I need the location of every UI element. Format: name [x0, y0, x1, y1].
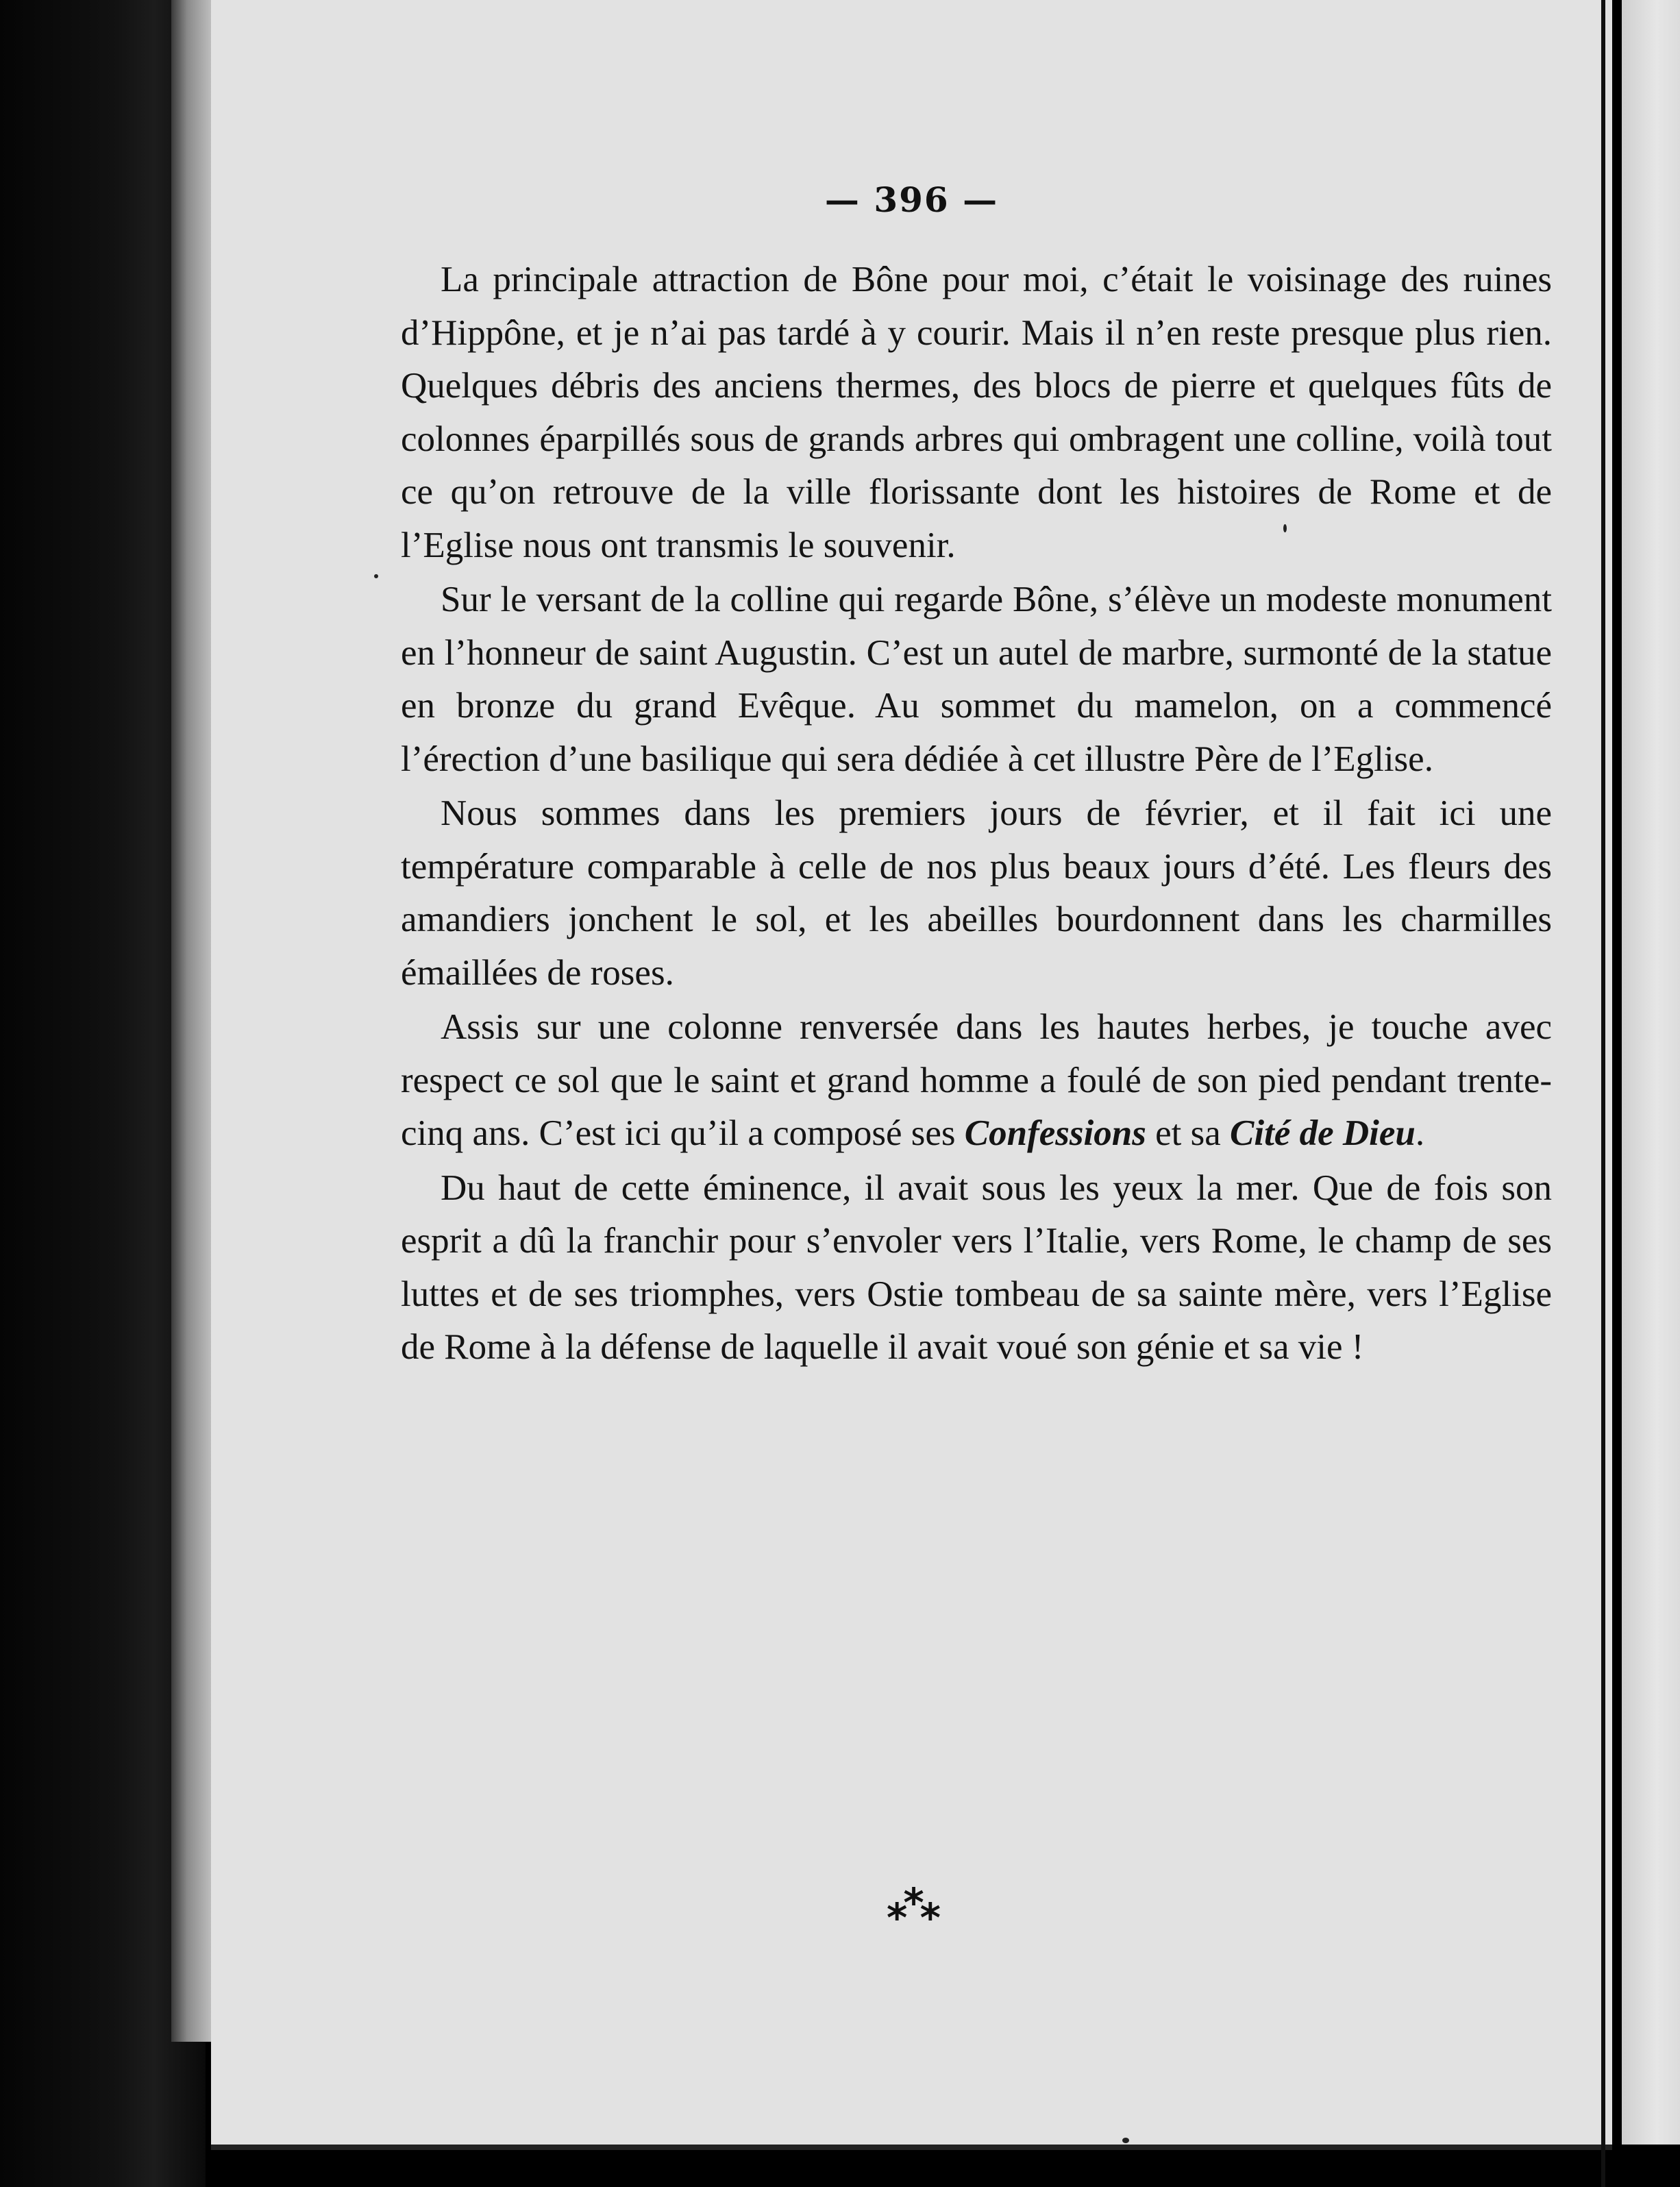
binding-shadow — [171, 0, 211, 2042]
paragraph-5: Du haut de cette éminence, il avait sous les yeux la mer. Que de fois son esprit a dû la franchir pour s’envoler vers l’Italie, vers Rome, le champ de ses luttes et de ses triomphes, vers Ostie tombeau de sa sainte mère, vers l’Eglise de Rome à la défense de laquelle il avait voué son génie et sa vie ! — [401, 1167, 1552, 1367]
paragraph-3: Nous sommes dans les premiers jours de février, et il fait ici une température comparable à celle de nos plus beaux jours d’été. Les fleurs des amandiers jonchent le sol, et les abeilles bourdonnent dans les charmilles émaillées de roses. — [401, 793, 1552, 993]
section-ornament — [211, 1879, 1612, 1941]
body-text — [401, 254, 1552, 1376]
page-number: — 396 — — [824, 180, 999, 220]
ink-speck — [1283, 524, 1287, 532]
paragraph-4-start: Assis sur une colonne renversée dans les hautes herbes, je touche avec respect ce sol que le saint et grand homme a foulé de son pied pendant trente-cinq ans. C’est ici qu’il a composé ses — [401, 1007, 1552, 1153]
book-page — [211, 0, 1612, 2150]
ink-speck — [374, 574, 378, 578]
adjacent-page-sliver — [1622, 0, 1680, 2145]
ornament-star-right: * — [919, 1894, 937, 1941]
italic-title-cite-de-dieu: Cité de Dieu — [1230, 1113, 1416, 1153]
paragraph-4-end: . — [1415, 1113, 1425, 1153]
paragraph-4 — [401, 1001, 1552, 1161]
paragraph-1: La principale attraction de Bône pour moi, c’était le voisinage des ruines d’Hippône, et je n’ai pas tardé à y courir. Mais il n’en reste presque plus rien. Quelques débris des anciens thermes, des blocs de pierre et quelques fûts de colonnes éparpillés sous de grands arbres qui ombragent une colline, voilà tout ce qu’on retrouve de la ville florissante dont les histoires de Rome et de l’Eglise nous ont transmis le souvenir. — [401, 260, 1552, 565]
italic-title-confessions: Confessions — [964, 1113, 1146, 1153]
ornament-star-top: * — [903, 1879, 920, 1926]
ornament-star-left: * — [886, 1894, 904, 1941]
page-edge-line — [1601, 0, 1605, 2187]
ink-speck — [1122, 2138, 1129, 2143]
paragraph-4-middle: et sa — [1146, 1113, 1231, 1153]
right-gutter — [1612, 0, 1622, 2187]
paragraph-2: Sur le versant de la colline qui regarde Bône, s’élève un modeste monument en l’honneur de saint Augustin. C’est un autel de marbre, surmonté de la statue en bronze du grand Evêque. Au sommet du mamelon, on a commencé l’érection d’une basilique qui sera dédiée à cet illustre Père de l’Eglise. — [401, 580, 1552, 779]
